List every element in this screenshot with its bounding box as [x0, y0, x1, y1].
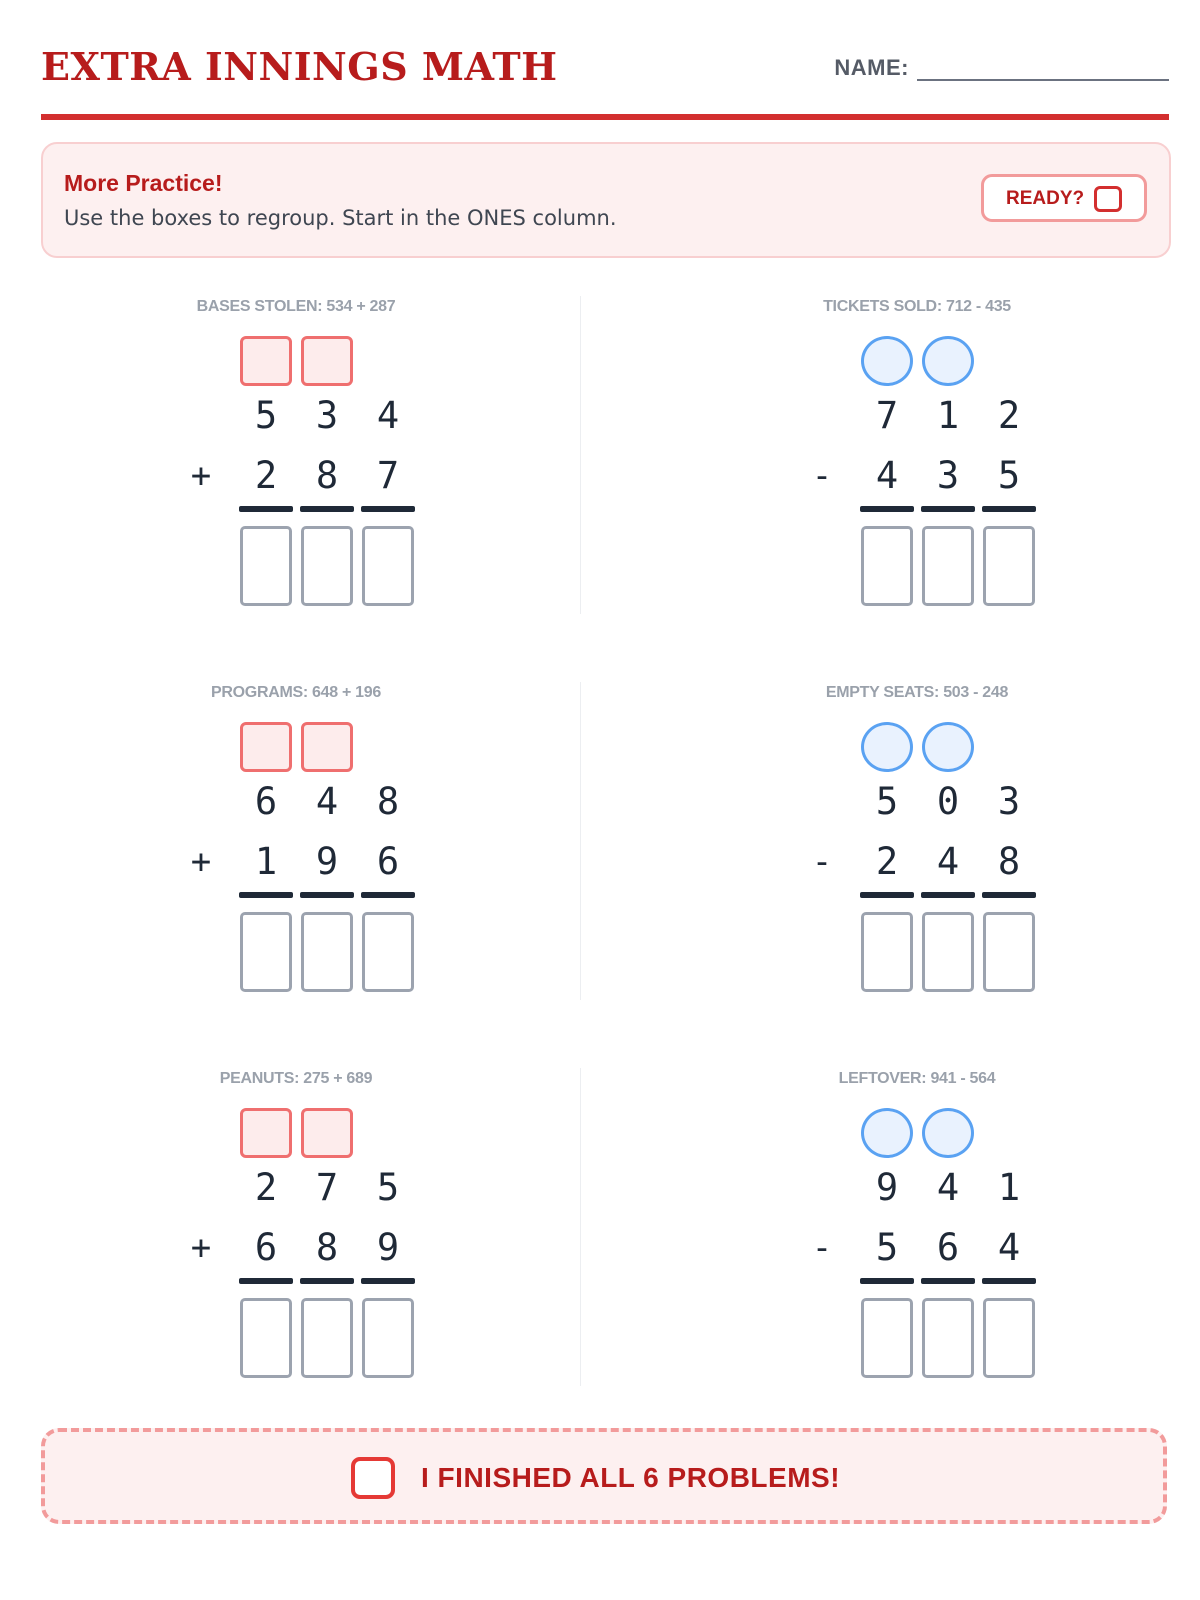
sum-line: [982, 506, 1036, 512]
bottom-digit-tens: 8: [315, 1226, 339, 1269]
ready-button[interactable]: [981, 174, 1147, 222]
sum-line: [239, 506, 293, 512]
math-problem: [96, 298, 496, 628]
top-digit-ones: 5: [376, 1166, 400, 1209]
top-digit-hundreds: 7: [875, 394, 899, 437]
grid-divider: [580, 1068, 581, 1386]
sum-line: [300, 506, 354, 512]
bottom-digit-hundreds: 1: [254, 840, 278, 883]
borrow-circle[interactable]: [922, 1108, 974, 1158]
bottom-digit-hundreds: 4: [875, 454, 899, 497]
problem-label: PEANUTS: 275 + 689: [219, 1070, 373, 1087]
answer-box-ones[interactable]: [983, 526, 1035, 606]
top-digit-hundreds: 2: [254, 1166, 278, 1209]
page-title: EXTRA INNINGS MATH: [41, 44, 558, 89]
bottom-digit-tens: 6: [936, 1226, 960, 1269]
sum-line: [921, 506, 975, 512]
answer-box-ones[interactable]: [983, 1298, 1035, 1378]
minus-sign: -: [811, 1228, 833, 1268]
top-digit-hundreds: 5: [875, 780, 899, 823]
bottom-digit-hundreds: 6: [254, 1226, 278, 1269]
plus-sign: +: [190, 456, 212, 496]
grid-divider: [580, 296, 581, 614]
sum-line: [921, 1278, 975, 1284]
problem-label: TICKETS SOLD: 712 - 435: [823, 298, 1011, 315]
sum-line: [361, 1278, 415, 1284]
instructions-panel: [41, 142, 1171, 258]
answer-box-hundreds[interactable]: [861, 912, 913, 992]
sum-line: [860, 506, 914, 512]
bottom-digit-tens: 3: [936, 454, 960, 497]
bottom-digit-ones: 9: [376, 1226, 400, 1269]
sum-line: [860, 1278, 914, 1284]
sum-line: [239, 1278, 293, 1284]
answer-box-tens[interactable]: [301, 1298, 353, 1378]
instructions-title: More Practice!: [64, 170, 223, 196]
top-digit-ones: 1: [997, 1166, 1021, 1209]
top-digit-tens: 7: [315, 1166, 339, 1209]
carry-box[interactable]: [240, 722, 292, 772]
top-digit-hundreds: 9: [875, 1166, 899, 1209]
minus-sign: -: [811, 842, 833, 882]
answer-box-tens[interactable]: [922, 912, 974, 992]
math-problem: [96, 1070, 496, 1400]
sum-line: [361, 892, 415, 898]
problem-label: BASES STOLEN: 534 + 287: [196, 298, 396, 315]
finish-banner[interactable]: [41, 1428, 1167, 1524]
sum-line: [860, 892, 914, 898]
top-digit-tens: 4: [936, 1166, 960, 1209]
name-label: NAME:: [834, 55, 909, 80]
sum-line: [361, 506, 415, 512]
bottom-digit-hundreds: 5: [875, 1226, 899, 1269]
bottom-digit-ones: 7: [376, 454, 400, 497]
answer-box-hundreds[interactable]: [240, 1298, 292, 1378]
minus-sign: -: [811, 456, 833, 496]
bottom-digit-tens: 9: [315, 840, 339, 883]
answer-box-ones[interactable]: [362, 912, 414, 992]
top-digit-ones: 8: [376, 780, 400, 823]
bottom-digit-tens: 4: [936, 840, 960, 883]
problem-label: LEFTOVER: 941 - 564: [838, 1070, 996, 1087]
carry-box[interactable]: [301, 1108, 353, 1158]
math-problem: [717, 298, 1117, 628]
ready-checkbox[interactable]: [1094, 186, 1122, 212]
bottom-digit-ones: 6: [376, 840, 400, 883]
bottom-digit-ones: 4: [997, 1226, 1021, 1269]
top-digit-tens: 0: [936, 780, 960, 823]
borrow-circle[interactable]: [861, 1108, 913, 1158]
answer-box-hundreds[interactable]: [861, 1298, 913, 1378]
answer-box-tens[interactable]: [301, 526, 353, 606]
top-digit-hundreds: 6: [254, 780, 278, 823]
sum-line: [982, 892, 1036, 898]
name-input-line[interactable]: [917, 57, 1169, 81]
borrow-circle[interactable]: [861, 722, 913, 772]
answer-box-ones[interactable]: [362, 526, 414, 606]
answer-box-tens[interactable]: [922, 1298, 974, 1378]
grid-divider: [580, 682, 581, 1000]
top-digit-tens: 3: [315, 394, 339, 437]
carry-box[interactable]: [301, 336, 353, 386]
top-digit-tens: 1: [936, 394, 960, 437]
answer-box-hundreds[interactable]: [240, 912, 292, 992]
worksheet-header: [41, 40, 1169, 120]
problem-label: EMPTY SEATS: 503 - 248: [825, 684, 1009, 701]
bottom-digit-ones: 8: [997, 840, 1021, 883]
math-problem: [717, 684, 1117, 1014]
sum-line: [300, 1278, 354, 1284]
bottom-digit-ones: 5: [997, 454, 1021, 497]
finish-label: I FINISHED ALL 6 PROBLEMS!: [421, 1462, 841, 1493]
math-problem: [96, 684, 496, 1014]
top-digit-ones: 3: [997, 780, 1021, 823]
carry-box[interactable]: [240, 1108, 292, 1158]
top-digit-ones: 2: [997, 394, 1021, 437]
answer-box-ones[interactable]: [983, 912, 1035, 992]
answer-box-tens[interactable]: [301, 912, 353, 992]
bottom-digit-hundreds: 2: [254, 454, 278, 497]
name-field-group: [834, 55, 1169, 81]
bottom-digit-tens: 8: [315, 454, 339, 497]
answer-box-hundreds[interactable]: [861, 526, 913, 606]
answer-box-hundreds[interactable]: [240, 526, 292, 606]
plus-sign: +: [190, 1228, 212, 1268]
borrow-circle[interactable]: [922, 722, 974, 772]
carry-box[interactable]: [240, 336, 292, 386]
sum-line: [982, 1278, 1036, 1284]
math-problem: [717, 1070, 1117, 1400]
instructions-text: Use the boxes to regroup. Start in the ONES column.: [64, 206, 617, 230]
bottom-digit-hundreds: 2: [875, 840, 899, 883]
ready-label: READY?: [1006, 188, 1085, 209]
finish-checkbox[interactable]: [351, 1457, 395, 1499]
sum-line: [921, 892, 975, 898]
borrow-circle[interactable]: [922, 336, 974, 386]
plus-sign: +: [190, 842, 212, 882]
top-digit-hundreds: 5: [254, 394, 278, 437]
sum-line: [300, 892, 354, 898]
sum-line: [239, 892, 293, 898]
borrow-circle[interactable]: [861, 336, 913, 386]
problem-label: PROGRAMS: 648 + 196: [211, 684, 381, 701]
top-digit-ones: 4: [376, 394, 400, 437]
answer-box-tens[interactable]: [922, 526, 974, 606]
carry-box[interactable]: [301, 722, 353, 772]
answer-box-ones[interactable]: [362, 1298, 414, 1378]
top-digit-tens: 4: [315, 780, 339, 823]
